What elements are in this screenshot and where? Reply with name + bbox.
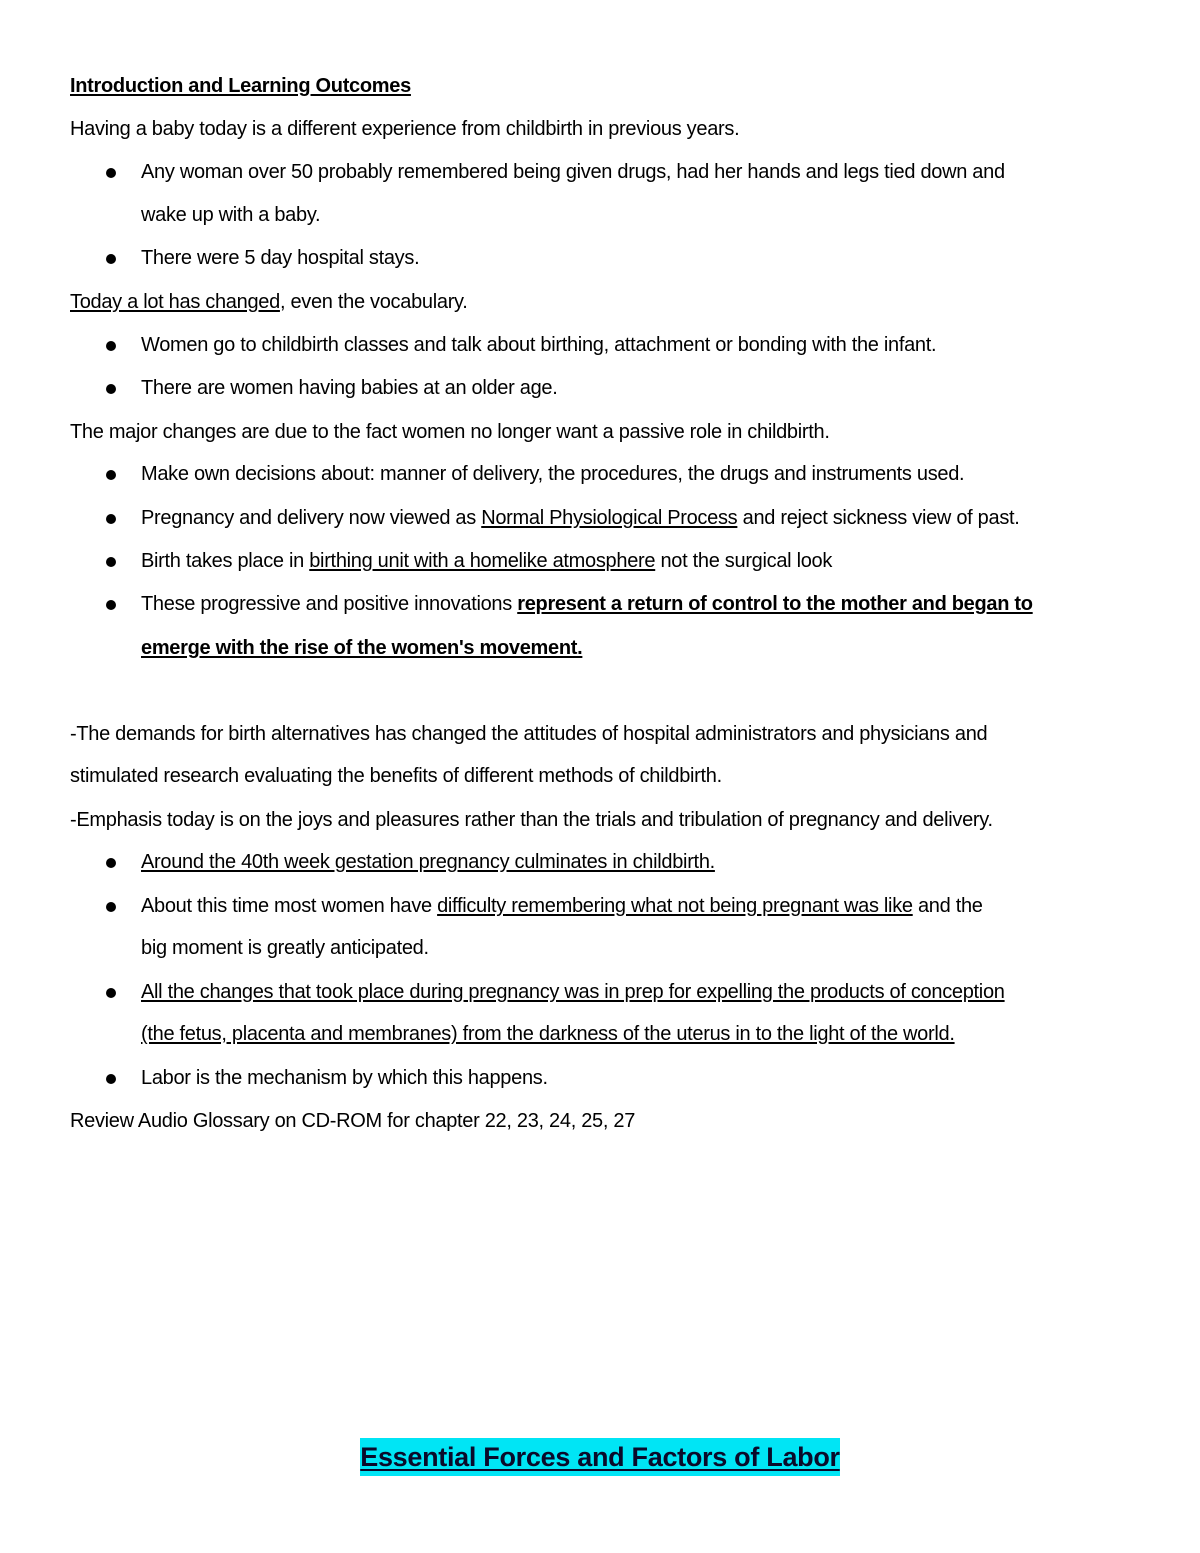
demands-paragraph-line1: -The demands for birth alternatives has changed the attitudes of hospital administrators and physicians and <box>70 723 988 745</box>
today-paragraph: Today a lot has changed, even the vocabulary. <box>70 291 468 313</box>
bullet-icon <box>106 600 116 610</box>
bullet-icon <box>106 384 116 394</box>
labor-bullet-week40: Around the 40th week gestation pregnancy culminates in childbirth. <box>141 851 715 873</box>
change-bullet-decisions: Make own decisions about: manner of delivery, the procedures, the drugs and instruments used. <box>141 463 965 485</box>
emphasis-paragraph: -Emphasis today is on the joys and pleasures rather than the trials and tribulation of pregnancy and delivery. <box>70 809 993 831</box>
bullet-icon <box>106 1074 116 1084</box>
section-title-highlighted: Essential Forces and Factors of Labor <box>360 1438 840 1476</box>
bullet-icon <box>106 514 116 524</box>
past-bullet-1-line1: Any woman over 50 probably remembered being given drugs, had her hands and legs tied down and <box>141 161 1005 183</box>
review-line: Review Audio Glossary on CD-ROM for chapter 22, 23, 24, 25, 27 <box>70 1110 636 1132</box>
bullet-icon <box>106 470 116 480</box>
past-bullet-1-line2: wake up with a baby. <box>141 204 321 226</box>
today-bullet-1: Women go to childbirth classes and talk about birthing, attachment or bonding with the infant. <box>141 334 937 356</box>
past-bullet-2: There were 5 day hospital stays. <box>141 247 420 269</box>
bullet-icon <box>106 168 116 178</box>
bullet-icon <box>106 557 116 567</box>
labor-bullet-mechanism: Labor is the mechanism by which this happens. <box>141 1067 548 1089</box>
bullet-icon <box>106 902 116 912</box>
bullet-icon <box>106 858 116 868</box>
change-bullet-innovations-line2: emerge with the rise of the women's movement. <box>141 637 583 659</box>
labor-bullet-difficulty-line2: big moment is greatly anticipated. <box>141 937 429 959</box>
bullet-icon <box>106 988 116 998</box>
today-bullet-2: There are women having babies at an older age. <box>141 377 558 399</box>
change-bullet-pregnancy: Pregnancy and delivery now viewed as Normal Physiological Process and reject sickness view of past. <box>141 507 1020 529</box>
section-heading: Introduction and Learning Outcomes <box>70 75 411 97</box>
major-changes-paragraph: The major changes are due to the fact women no longer want a passive role in childbirth. <box>70 421 830 443</box>
demands-paragraph-line2: stimulated research evaluating the benefits of different methods of childbirth. <box>70 765 722 787</box>
labor-bullet-changes-line1: All the changes that took place during pregnancy was in prep for expelling the products of conception <box>141 981 1005 1003</box>
change-bullet-innovations-line1: These progressive and positive innovations represent a return of control to the mother and began to <box>141 593 1033 615</box>
bullet-icon <box>106 341 116 351</box>
intro-paragraph: Having a baby today is a different experience from childbirth in previous years. <box>70 118 740 140</box>
change-bullet-birth: Birth takes place in birthing unit with a homelike atmosphere not the surgical look <box>141 550 833 572</box>
labor-bullet-changes-line2: (the fetus, placenta and membranes) from the darkness of the uterus in to the light of the world. <box>141 1023 955 1045</box>
labor-bullet-difficulty-line1: About this time most women have difficulty remembering what not being pregnant was like and the <box>141 895 983 917</box>
bullet-icon <box>106 254 116 264</box>
